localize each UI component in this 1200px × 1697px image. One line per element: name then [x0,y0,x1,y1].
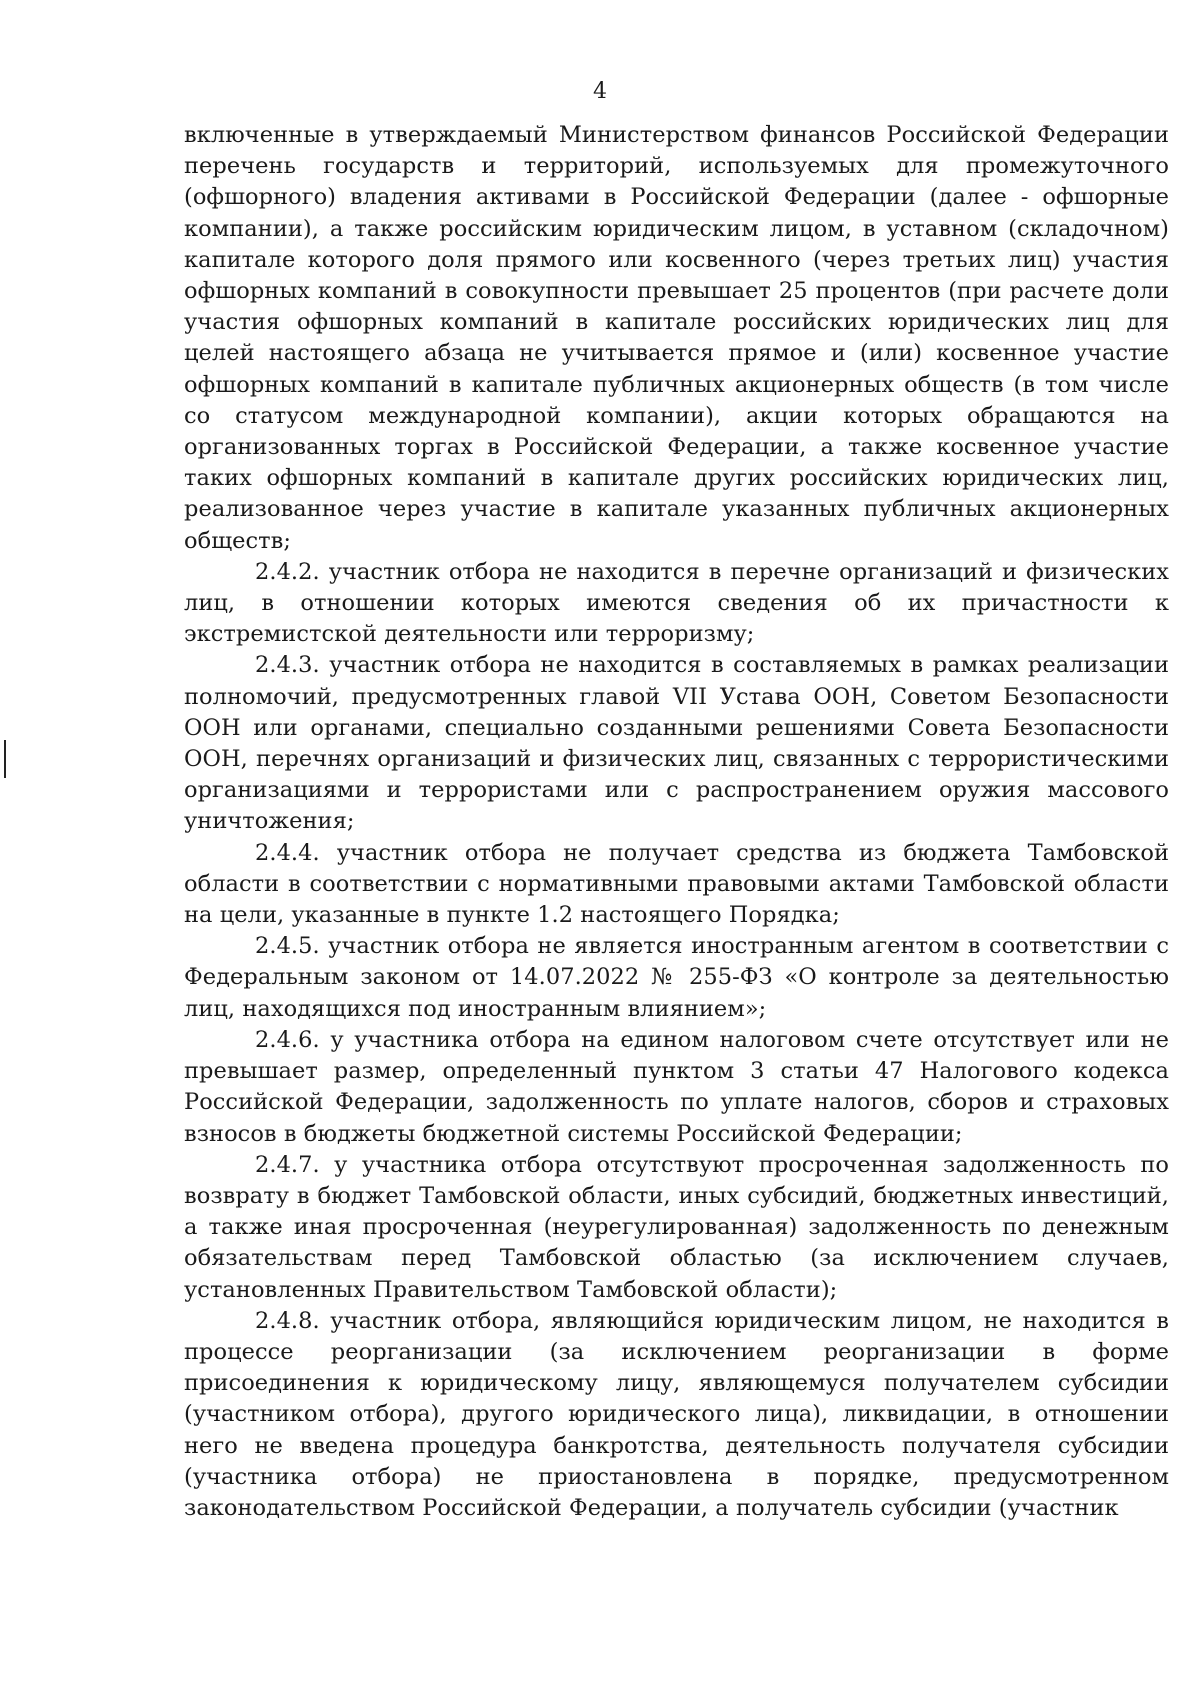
paragraph-2-4-8: 2.4.8. участник отбора, являющийся юридическим лицом, не находится в процессе реорганизации (за исключением реорганизации в форме присоединения к юридическому лицу, являющемуся получателем субсидии (участником отбора), другого юридического лица), ликвидации, в отношении него не введена процедура банкротства, деятельность получателя субсидии (участника отбора) не приостановлена в порядке, предусмотренном законодательством Российской Федерации, а получатель субсидии (участник [184,1307,1169,1521]
scan-artifact-mark [4,740,6,778]
paragraph-2-4-5: 2.4.5. участник отбора не является иностранным агентом в соответствии с Федеральным законом от 14.07.2022 № 255-ФЗ «О контроле за деятельностью лиц, находящихся под иностранным влиянием»; [184,933,1169,1022]
page-number: 4 [593,79,607,104]
document-body [184,120,1169,1524]
paragraph-2-4-7: 2.4.7. у участника отбора отсутствуют просроченная задолженность по возврату в бюджет Тамбовской области, иных субсидий, бюджетных инвестиций, а также иная просроченная (неурегулированная) задолженность по денежным обязательствам перед Тамбовской областью (за исключением случаев, установленных Правительством Тамбовской области); [184,1151,1169,1303]
paragraph-2-4-2: 2.4.2. участник отбора не находится в перечне организаций и физических лиц, в отношении которых имеются сведения об их причастности к экстремистской деятельности или терроризму; [184,558,1169,648]
paragraph-2-4-4: 2.4.4. участник отбора не получает средства из бюджета Тамбовской области в соответствии с нормативными правовыми актами Тамбовской области на цели, указанные в пункте 1.2 настоящего Порядка; [184,839,1169,929]
paragraph-2-4-3: 2.4.3. участник отбора не находится в составляемых в рамках реализации полномочий, предусмотренных главой VII Устава ООН, Советом Безопасности ООН или органами, специально созданными решениями Совета Безопасности ООН, перечнях организаций и физических лиц, связанных с террористическими организациями и террористами или с распространением оружия массового уничтожения; [184,652,1169,835]
paragraph-offshore-companies: включенные в утверждаемый Министерством финансов Российской Федерации перечень государств и территорий, используемых для промежуточного (офшорного) владения активами в Российской Федерации (далее - офшорные компании), а также российским юридическим лицом, в уставном (складочном) капитале которого доля прямого или косвенного (через третьих лиц) участия офшорных компаний в совокупности превышает 25 процентов (при расчете доли участия офшорных компаний в капитале российских юридических лиц для целей настоящего абзаца не учитывается прямое и (или) косвенное участие офшорных компаний в капитале публичных акционерных обществ (в том числе со статусом международной компании), акции которых обращаются на организованных торгах в Российской Федерации, а также косвенное участие таких офшорных компаний в капитале других российских юридических лиц, реализованное через участие в капитале указанных публичных акционерных обществ; [184,122,1169,554]
paragraph-2-4-6: 2.4.6. у участника отбора на едином налоговом счете отсутствует или не превышает размер, определенный пунктом 3 статьи 47 Налогового кодекса Российской Федерации, задолженность по уплате налогов, сборов и страховых взносов в бюджеты бюджетной системы Российской Федерации; [184,1026,1169,1147]
